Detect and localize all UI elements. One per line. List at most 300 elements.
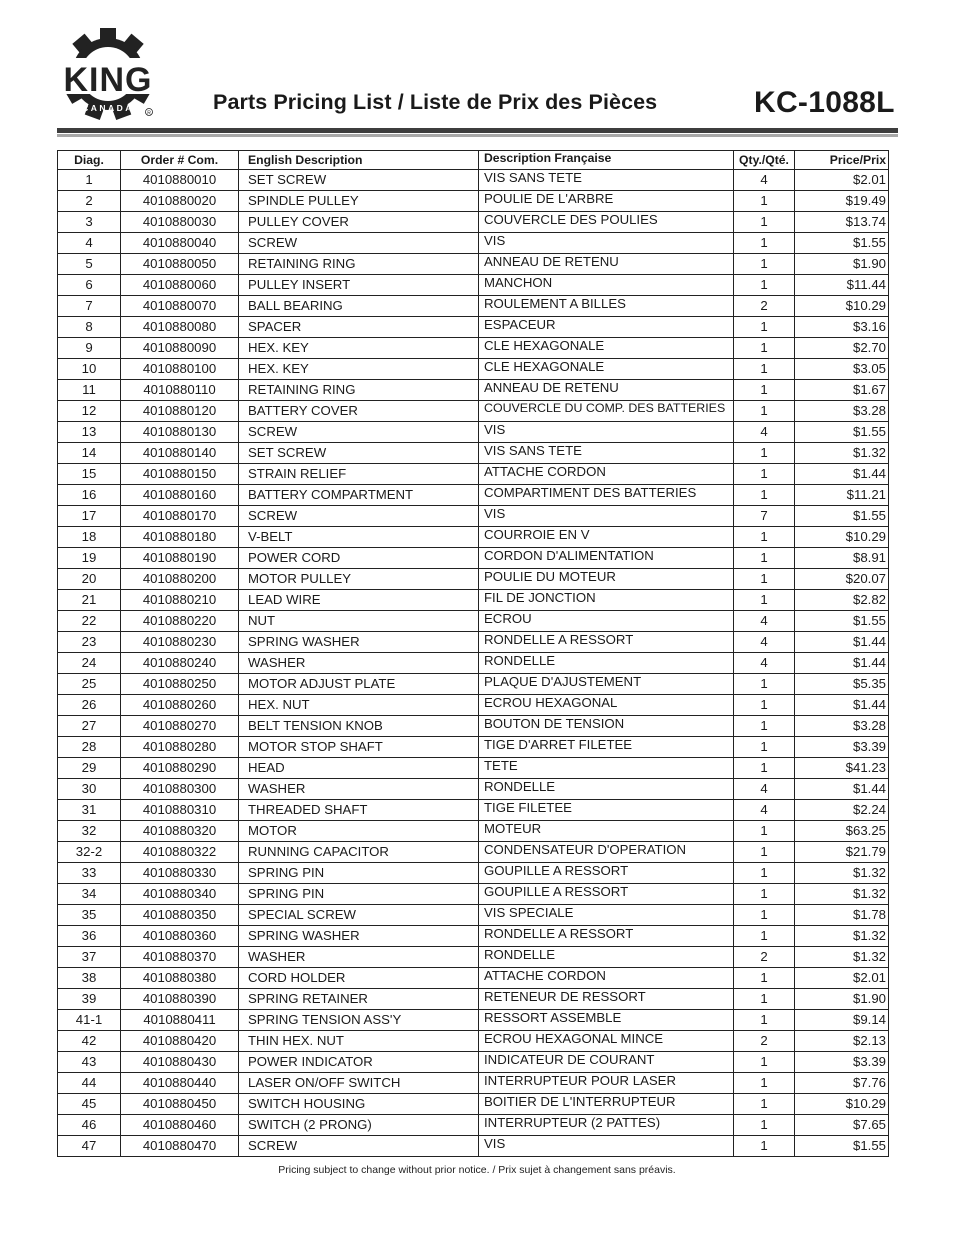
cell-price: $13.74 xyxy=(795,212,889,233)
cell-english: POWER CORD xyxy=(239,548,479,569)
cell-french: FIL DE JONCTION xyxy=(479,590,734,611)
cell-french: BOITIER DE L'INTERRUPTEUR xyxy=(479,1094,734,1115)
parts-table xyxy=(57,150,889,1157)
cell-qty: 1 xyxy=(734,380,795,401)
cell-order: 4010880310 xyxy=(121,800,239,821)
table-row xyxy=(58,317,889,338)
cell-diag: 19 xyxy=(58,548,121,569)
col-diag: Diag. xyxy=(58,151,121,170)
cell-french: RESSORT ASSEMBLE xyxy=(479,1010,734,1031)
cell-english: PULLEY INSERT xyxy=(239,275,479,296)
cell-price: $1.44 xyxy=(795,653,889,674)
cell-order: 4010880070 xyxy=(121,296,239,317)
cell-price: $2.13 xyxy=(795,1031,889,1052)
cell-french: CLE HEXAGONALE xyxy=(479,359,734,380)
cell-qty: 2 xyxy=(734,1031,795,1052)
cell-order: 4010880290 xyxy=(121,758,239,779)
cell-qty: 1 xyxy=(734,527,795,548)
cell-qty: 2 xyxy=(734,947,795,968)
cell-english: SPRING RETAINER xyxy=(239,989,479,1010)
cell-qty: 4 xyxy=(734,611,795,632)
cell-price: $7.65 xyxy=(795,1115,889,1136)
table-row xyxy=(58,884,889,905)
table-row xyxy=(58,380,889,401)
table-row xyxy=(58,989,889,1010)
cell-french: VIS xyxy=(479,1136,734,1157)
cell-english: STRAIN RELIEF xyxy=(239,464,479,485)
cell-order: 4010880260 xyxy=(121,695,239,716)
page-title: Parts Pricing List / Liste de Prix des Pièces xyxy=(213,90,658,114)
cell-diag: 2 xyxy=(58,191,121,212)
cell-qty: 4 xyxy=(734,422,795,443)
cell-price: $1.90 xyxy=(795,989,889,1010)
cell-qty: 1 xyxy=(734,338,795,359)
cell-diag: 47 xyxy=(58,1136,121,1157)
cell-english: RUNNING CAPACITOR xyxy=(239,842,479,863)
cell-english: HEAD xyxy=(239,758,479,779)
pricing-footnote: Pricing subject to change without prior notice. / Prix sujet à changement sans préavis. xyxy=(278,1164,676,1176)
cell-price: $41.23 xyxy=(795,758,889,779)
cell-diag: 22 xyxy=(58,611,121,632)
cell-diag: 45 xyxy=(58,1094,121,1115)
cell-qty: 1 xyxy=(734,674,795,695)
cell-order: 4010880322 xyxy=(121,842,239,863)
table-row xyxy=(58,212,889,233)
cell-diag: 24 xyxy=(58,653,121,674)
cell-diag: 35 xyxy=(58,905,121,926)
cell-english: WASHER xyxy=(239,653,479,674)
table-row xyxy=(58,1010,889,1031)
cell-english: NUT xyxy=(239,611,479,632)
cell-diag: 41-1 xyxy=(58,1010,121,1031)
cell-qty: 1 xyxy=(734,485,795,506)
cell-price: $63.25 xyxy=(795,821,889,842)
cell-french: ANNEAU DE RETENU xyxy=(479,254,734,275)
cell-price: $1.55 xyxy=(795,422,889,443)
cell-diag: 29 xyxy=(58,758,121,779)
cell-qty: 1 xyxy=(734,212,795,233)
cell-price: $1.55 xyxy=(795,506,889,527)
cell-diag: 32 xyxy=(58,821,121,842)
cell-order: 4010880240 xyxy=(121,653,239,674)
cell-french: RONDELLE xyxy=(479,779,734,800)
cell-order: 4010880280 xyxy=(121,737,239,758)
cell-qty: 1 xyxy=(734,842,795,863)
logo-sub-text: CANADA xyxy=(82,103,134,113)
cell-english: HEX. KEY xyxy=(239,359,479,380)
cell-french: CORDON D'ALIMENTATION xyxy=(479,548,734,569)
cell-price: $20.07 xyxy=(795,569,889,590)
table-row xyxy=(58,968,889,989)
cell-diag: 4 xyxy=(58,233,121,254)
cell-diag: 10 xyxy=(58,359,121,380)
cell-english: LEAD WIRE xyxy=(239,590,479,611)
table-row xyxy=(58,611,889,632)
cell-french: MOTEUR xyxy=(479,821,734,842)
cell-english: HEX. NUT xyxy=(239,695,479,716)
cell-qty: 7 xyxy=(734,506,795,527)
table-row xyxy=(58,296,889,317)
cell-price: $10.29 xyxy=(795,527,889,548)
cell-diag: 27 xyxy=(58,716,121,737)
cell-diag: 37 xyxy=(58,947,121,968)
cell-french: POULIE DU MOTEUR xyxy=(479,569,734,590)
cell-english: BELT TENSION KNOB xyxy=(239,716,479,737)
cell-price: $1.32 xyxy=(795,926,889,947)
table-row xyxy=(58,947,889,968)
cell-french: INDICATEUR DE COURANT xyxy=(479,1052,734,1073)
table-row xyxy=(58,695,889,716)
table-header-row xyxy=(58,151,889,170)
cell-diag: 38 xyxy=(58,968,121,989)
cell-french: BOUTON DE TENSION xyxy=(479,716,734,737)
cell-qty: 1 xyxy=(734,1094,795,1115)
cell-diag: 36 xyxy=(58,926,121,947)
cell-qty: 1 xyxy=(734,359,795,380)
header-rule xyxy=(57,128,898,133)
cell-english: SPRING PIN xyxy=(239,884,479,905)
header-rule-shadow xyxy=(57,134,898,137)
col-order: Order # Com. xyxy=(121,151,239,170)
cell-diag: 46 xyxy=(58,1115,121,1136)
cell-order: 4010880090 xyxy=(121,338,239,359)
cell-english: SPECIAL SCREW xyxy=(239,905,479,926)
cell-french: ECROU HEXAGONAL xyxy=(479,695,734,716)
table-row xyxy=(58,191,889,212)
table-row xyxy=(58,401,889,422)
cell-price: $2.70 xyxy=(795,338,889,359)
table-row xyxy=(58,1052,889,1073)
table-row xyxy=(58,443,889,464)
cell-order: 4010880200 xyxy=(121,569,239,590)
cell-price: $3.28 xyxy=(795,401,889,422)
cell-qty: 1 xyxy=(734,464,795,485)
cell-order: 4010880180 xyxy=(121,527,239,548)
table-row xyxy=(58,359,889,380)
cell-price: $1.55 xyxy=(795,233,889,254)
cell-qty: 1 xyxy=(734,443,795,464)
cell-order: 4010880340 xyxy=(121,884,239,905)
cell-diag: 28 xyxy=(58,737,121,758)
cell-diag: 39 xyxy=(58,989,121,1010)
cell-french: RETENEUR DE RESSORT xyxy=(479,989,734,1010)
cell-english: SCREW xyxy=(239,506,479,527)
table-row xyxy=(58,842,889,863)
cell-french: ECROU HEXAGONAL MINCE xyxy=(479,1031,734,1052)
cell-french: COUVERCLE DES POULIES xyxy=(479,212,734,233)
cell-order: 4010880160 xyxy=(121,485,239,506)
cell-english: CORD HOLDER xyxy=(239,968,479,989)
cell-price: $8.91 xyxy=(795,548,889,569)
cell-order: 4010880370 xyxy=(121,947,239,968)
cell-diag: 44 xyxy=(58,1073,121,1094)
table-row xyxy=(58,800,889,821)
logo-brand-text: KING xyxy=(63,61,153,99)
table-row xyxy=(58,527,889,548)
cell-english: SPRING WASHER xyxy=(239,632,479,653)
cell-qty: 1 xyxy=(734,191,795,212)
cell-qty: 1 xyxy=(734,233,795,254)
col-qty: Qty./Qté. xyxy=(734,151,795,170)
cell-qty: 4 xyxy=(734,779,795,800)
table-row xyxy=(58,548,889,569)
cell-price: $7.76 xyxy=(795,1073,889,1094)
table-row xyxy=(58,779,889,800)
cell-price: $1.55 xyxy=(795,611,889,632)
cell-price: $11.21 xyxy=(795,485,889,506)
cell-order: 4010880440 xyxy=(121,1073,239,1094)
cell-english: SCREW xyxy=(239,233,479,254)
cell-diag: 30 xyxy=(58,779,121,800)
cell-english: POWER INDICATOR xyxy=(239,1052,479,1073)
cell-english: SET SCREW xyxy=(239,170,479,191)
cell-diag: 6 xyxy=(58,275,121,296)
cell-order: 4010880460 xyxy=(121,1115,239,1136)
cell-french: GOUPILLE A RESSORT xyxy=(479,863,734,884)
cell-qty: 1 xyxy=(734,275,795,296)
cell-price: $3.05 xyxy=(795,359,889,380)
cell-english: BATTERY COVER xyxy=(239,401,479,422)
table-row xyxy=(58,275,889,296)
cell-order: 4010880230 xyxy=(121,632,239,653)
cell-french: ESPACEUR xyxy=(479,317,734,338)
cell-price: $1.44 xyxy=(795,695,889,716)
king-canada-logo xyxy=(60,28,156,120)
cell-order: 4010880430 xyxy=(121,1052,239,1073)
cell-english: SCREW xyxy=(239,422,479,443)
cell-price: $1.32 xyxy=(795,863,889,884)
cell-order: 4010880300 xyxy=(121,779,239,800)
cell-price: $5.35 xyxy=(795,674,889,695)
cell-order: 4010880350 xyxy=(121,905,239,926)
cell-english: HEX. KEY xyxy=(239,338,479,359)
cell-diag: 33 xyxy=(58,863,121,884)
cell-english: BATTERY COMPARTMENT xyxy=(239,485,479,506)
cell-french: PLAQUE D'AJUSTEMENT xyxy=(479,674,734,695)
cell-qty: 1 xyxy=(734,926,795,947)
cell-french: ECROU xyxy=(479,611,734,632)
cell-diag: 31 xyxy=(58,800,121,821)
cell-english: SCREW xyxy=(239,1136,479,1157)
cell-french: VIS xyxy=(479,233,734,254)
cell-order: 4010880080 xyxy=(121,317,239,338)
table-row xyxy=(58,569,889,590)
cell-price: $1.32 xyxy=(795,884,889,905)
table-row xyxy=(58,716,889,737)
cell-order: 4010880060 xyxy=(121,275,239,296)
cell-diag: 1 xyxy=(58,170,121,191)
cell-qty: 4 xyxy=(734,170,795,191)
cell-english: MOTOR ADJUST PLATE xyxy=(239,674,479,695)
cell-english: SET SCREW xyxy=(239,443,479,464)
model-number: KC-1088L xyxy=(754,86,895,119)
cell-diag: 8 xyxy=(58,317,121,338)
cell-order: 4010880100 xyxy=(121,359,239,380)
cell-french: RONDELLE A RESSORT xyxy=(479,926,734,947)
cell-price: $2.24 xyxy=(795,800,889,821)
cell-qty: 1 xyxy=(734,737,795,758)
cell-french: CLE HEXAGONALE xyxy=(479,338,734,359)
table-row xyxy=(58,170,889,191)
table-row xyxy=(58,926,889,947)
cell-qty: 1 xyxy=(734,905,795,926)
cell-english: SPRING WASHER xyxy=(239,926,479,947)
cell-price: $2.01 xyxy=(795,170,889,191)
cell-english: SPRING PIN xyxy=(239,863,479,884)
cell-french: INTERRUPTEUR POUR LASER xyxy=(479,1073,734,1094)
table-row xyxy=(58,1094,889,1115)
cell-order: 4010880470 xyxy=(121,1136,239,1157)
cell-order: 4010880411 xyxy=(121,1010,239,1031)
cell-order: 4010880380 xyxy=(121,968,239,989)
cell-order: 4010880150 xyxy=(121,464,239,485)
cell-price: $1.55 xyxy=(795,1136,889,1157)
cell-qty: 2 xyxy=(734,296,795,317)
cell-order: 4010880420 xyxy=(121,1031,239,1052)
cell-diag: 5 xyxy=(58,254,121,275)
cell-english: RETAINING RING xyxy=(239,254,479,275)
table-row xyxy=(58,338,889,359)
table-row xyxy=(58,758,889,779)
table-row xyxy=(58,737,889,758)
cell-order: 4010880270 xyxy=(121,716,239,737)
table-row xyxy=(58,863,889,884)
cell-french: INTERRUPTEUR (2 PATTES) xyxy=(479,1115,734,1136)
cell-english: SWITCH (2 PRONG) xyxy=(239,1115,479,1136)
cell-qty: 1 xyxy=(734,548,795,569)
cell-qty: 4 xyxy=(734,632,795,653)
cell-diag: 32-2 xyxy=(58,842,121,863)
cell-order: 4010880360 xyxy=(121,926,239,947)
cell-english: V-BELT xyxy=(239,527,479,548)
cell-diag: 13 xyxy=(58,422,121,443)
cell-qty: 1 xyxy=(734,758,795,779)
cell-qty: 1 xyxy=(734,863,795,884)
cell-order: 4010880130 xyxy=(121,422,239,443)
cell-price: $1.44 xyxy=(795,464,889,485)
cell-order: 4010880170 xyxy=(121,506,239,527)
table-row xyxy=(58,233,889,254)
cell-english: THREADED SHAFT xyxy=(239,800,479,821)
cell-french: VIS xyxy=(479,422,734,443)
cell-price: $2.82 xyxy=(795,590,889,611)
cell-order: 4010880120 xyxy=(121,401,239,422)
cell-price: $19.49 xyxy=(795,191,889,212)
table-row xyxy=(58,653,889,674)
cell-diag: 43 xyxy=(58,1052,121,1073)
cell-french: VIS SANS TETE xyxy=(479,170,734,191)
cell-order: 4010880010 xyxy=(121,170,239,191)
cell-qty: 1 xyxy=(734,569,795,590)
cell-price: $21.79 xyxy=(795,842,889,863)
cell-diag: 20 xyxy=(58,569,121,590)
table-row xyxy=(58,821,889,842)
table-row xyxy=(58,485,889,506)
table-row xyxy=(58,506,889,527)
table-row xyxy=(58,422,889,443)
cell-order: 4010880050 xyxy=(121,254,239,275)
cell-english: MOTOR PULLEY xyxy=(239,569,479,590)
cell-french: TETE xyxy=(479,758,734,779)
cell-french: TIGE FILETEE xyxy=(479,800,734,821)
cell-english: MOTOR xyxy=(239,821,479,842)
table-row xyxy=(58,1136,889,1157)
cell-order: 4010880110 xyxy=(121,380,239,401)
cell-price: $1.90 xyxy=(795,254,889,275)
table-row xyxy=(58,674,889,695)
cell-price: $9.14 xyxy=(795,1010,889,1031)
cell-diag: 16 xyxy=(58,485,121,506)
table-row xyxy=(58,905,889,926)
cell-qty: 1 xyxy=(734,254,795,275)
cell-price: $3.16 xyxy=(795,317,889,338)
cell-qty: 1 xyxy=(734,1115,795,1136)
table-row xyxy=(58,1031,889,1052)
cell-order: 4010880330 xyxy=(121,863,239,884)
cell-english: THIN HEX. NUT xyxy=(239,1031,479,1052)
cell-order: 4010880020 xyxy=(121,191,239,212)
cell-qty: 1 xyxy=(734,695,795,716)
cell-order: 4010880220 xyxy=(121,611,239,632)
cell-french: CONDENSATEUR D'OPERATION xyxy=(479,842,734,863)
cell-french: RONDELLE A RESSORT xyxy=(479,632,734,653)
cell-price: $3.28 xyxy=(795,716,889,737)
cell-french: VIS xyxy=(479,506,734,527)
cell-price: $11.44 xyxy=(795,275,889,296)
cell-diag: 9 xyxy=(58,338,121,359)
cell-diag: 11 xyxy=(58,380,121,401)
cell-qty: 1 xyxy=(734,590,795,611)
cell-french: RONDELLE xyxy=(479,653,734,674)
cell-price: $1.32 xyxy=(795,443,889,464)
table-row xyxy=(58,1073,889,1094)
cell-order: 4010880040 xyxy=(121,233,239,254)
cell-english: SWITCH HOUSING xyxy=(239,1094,479,1115)
cell-english: SPACER xyxy=(239,317,479,338)
cell-english: BALL BEARING xyxy=(239,296,479,317)
cell-diag: 25 xyxy=(58,674,121,695)
cell-french: MANCHON xyxy=(479,275,734,296)
cell-english: WASHER xyxy=(239,947,479,968)
table-row xyxy=(58,254,889,275)
cell-french: VIS SANS TETE xyxy=(479,443,734,464)
cell-diag: 21 xyxy=(58,590,121,611)
cell-qty: 1 xyxy=(734,1052,795,1073)
table-row xyxy=(58,464,889,485)
cell-english: WASHER xyxy=(239,779,479,800)
cell-price: $2.01 xyxy=(795,968,889,989)
cell-price: $1.32 xyxy=(795,947,889,968)
table-row xyxy=(58,1115,889,1136)
cell-price: $1.44 xyxy=(795,779,889,800)
cell-diag: 17 xyxy=(58,506,121,527)
cell-price: $3.39 xyxy=(795,737,889,758)
cell-qty: 1 xyxy=(734,968,795,989)
cell-order: 4010880030 xyxy=(121,212,239,233)
cell-french: TIGE D'ARRET FILETEE xyxy=(479,737,734,758)
cell-order: 4010880250 xyxy=(121,674,239,695)
cell-price: $1.67 xyxy=(795,380,889,401)
cell-english: SPINDLE PULLEY xyxy=(239,191,479,212)
cell-french: ATTACHE CORDON xyxy=(479,968,734,989)
cell-order: 4010880320 xyxy=(121,821,239,842)
cell-diag: 42 xyxy=(58,1031,121,1052)
table-row xyxy=(58,590,889,611)
cell-french: COURROIE EN V xyxy=(479,527,734,548)
cell-english: SPRING TENSION ASS'Y xyxy=(239,1010,479,1031)
col-price: Price/Prix xyxy=(795,151,889,170)
cell-diag: 34 xyxy=(58,884,121,905)
